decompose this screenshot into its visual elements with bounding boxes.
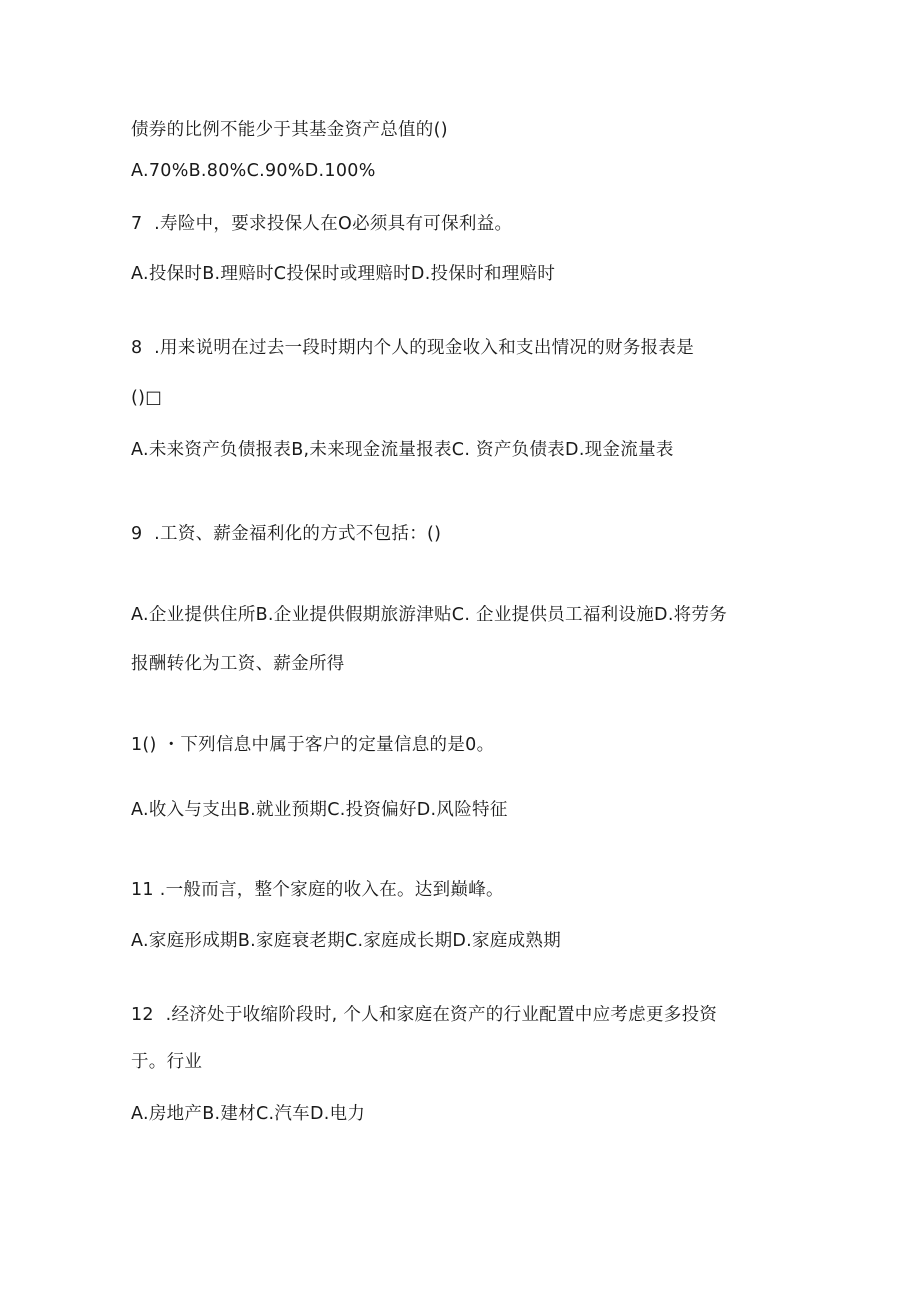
text-line-q11-options: A.家庭形成期B.家庭衰老期C.家庭成长期D.家庭成熟期	[131, 931, 562, 951]
text-line-q5-options: A.70%B.80%C.90%D.100%	[131, 161, 376, 181]
text-line-q5-continuation: 债券的比例不能少于其基金资产总值的()	[131, 120, 448, 140]
text-line-q11-question: 11 .一般而言，整个家庭的收入在。达到巅峰。	[131, 880, 504, 900]
text-line-q8-question-cont: ()□	[131, 388, 163, 408]
text-line-q9-options-cont: 报酬转化为工资、薪金所得	[131, 654, 345, 674]
text-line-q7-options: A.投保时B.理赔时C投保时或理赔时D.投保时和理赔时	[131, 264, 556, 284]
text-line-q8-options: A.未来资产负债报表B,未来现金流量报表C. 资产负债表D.现金流量表	[131, 440, 674, 460]
text-line-q9-options: A.企业提供住所B.企业提供假期旅游津贴C. 企业提供员工福利设施D.将劳务	[131, 605, 728, 625]
text-line-q12-question-cont: 于。行业	[131, 1052, 203, 1072]
text-line-q9-question: 9 .工资、薪金福利化的方式不包括：()	[131, 524, 442, 544]
text-line-q12-question: 12 .经济处于收缩阶段时, 个人和家庭在资产的行业配置中应考虑更多投资	[131, 1005, 718, 1025]
text-line-q8-question: 8 .用来说明在过去一段时期内个人的现金收入和支出情况的财务报表是	[131, 338, 695, 358]
text-line-q10-options: A.收入与支出B.就业预期C.投资偏好D.风险特征	[131, 800, 508, 820]
text-line-q7-question: 7 .寿险中，要求投保人在O必须具有可保利益。	[131, 214, 513, 234]
text-line-q12-options: A.房地产B.建材C.汽车D.电力	[131, 1104, 366, 1124]
text-line-q10-question: 1() ・下列信息中属于客户的定量信息的是0。	[131, 735, 495, 755]
